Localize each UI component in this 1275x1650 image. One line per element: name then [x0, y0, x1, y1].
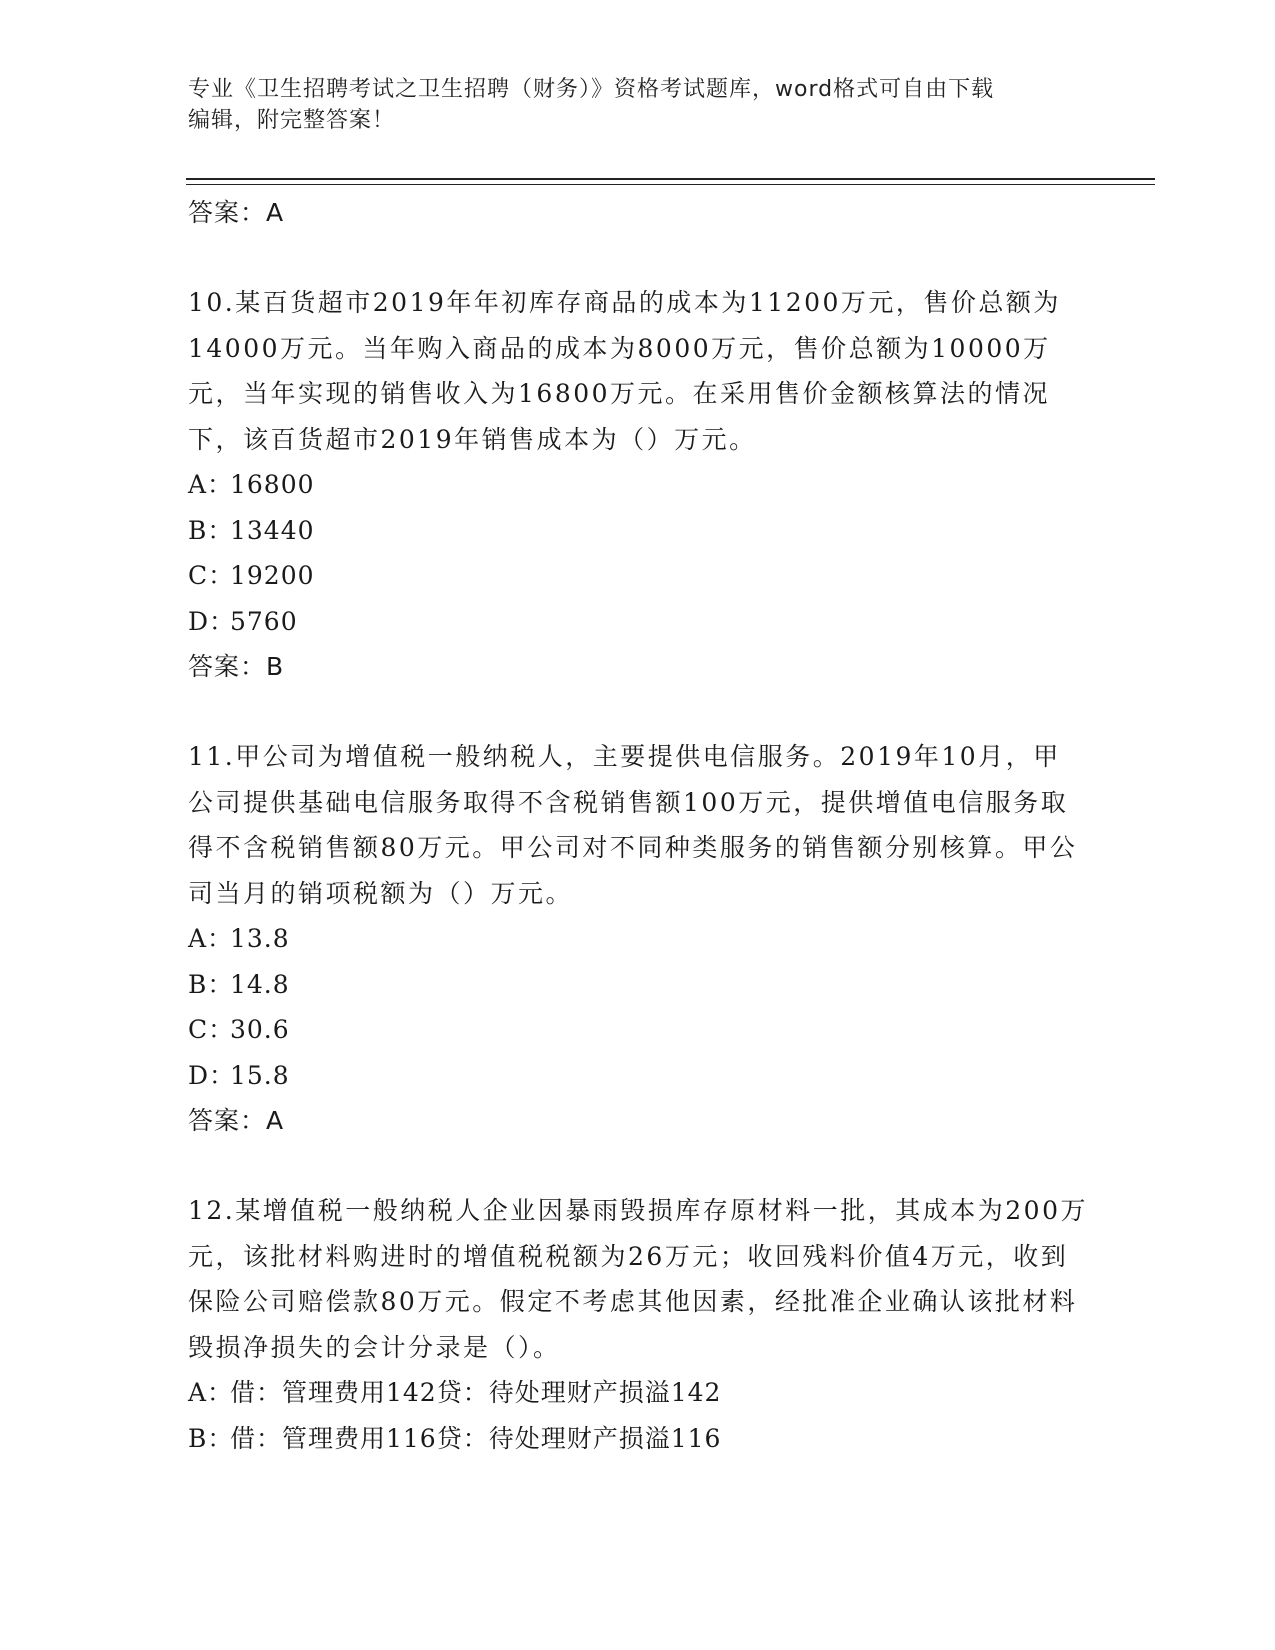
option-text: 5760 [230, 606, 298, 636]
option-text: 15.8 [230, 1060, 290, 1090]
question-stem: 10.某百货超市2019年年初库存商品的成本为11200万元，售价总额为14000万元。当年购入商品的成本为8000万元，售价总额为10000万元，当年实现的销售收入为16800万元。在采用售价金额核算法的情况下，该百货超市2019年销售成本为（）万元。 [188, 288, 1061, 454]
option-label: B： [188, 969, 234, 999]
option-a [188, 462, 1088, 508]
option-b [188, 508, 1088, 554]
question-list [188, 190, 1088, 1461]
question-block [188, 280, 1088, 689]
option-label: A： [188, 1378, 234, 1407]
option-b [188, 962, 1088, 1008]
option-text: 19200 [230, 561, 315, 590]
option-c [188, 1007, 1088, 1053]
answer-line: 答案：A [188, 1106, 285, 1135]
option-text: 30.6 [230, 1015, 290, 1044]
answer-line: 答案：A [188, 198, 285, 227]
option-text: 14.8 [230, 969, 290, 999]
question-stem: 12.某增值税一般纳税人企业因暴雨毁损库存原材料一批，其成本为200万元，该批材料购进时的增值税税额为26万元；收回残料价值4万元，收到保险公司赔偿款80万元。假定不考虑其他因素，经批准企业确认该批材料毁损净损失的会计分录是（）。 [188, 1196, 1088, 1362]
option-c [188, 553, 1088, 599]
option-text: 13440 [230, 515, 315, 545]
question-block [188, 734, 1088, 1143]
option-label: A： [188, 470, 234, 499]
option-a [188, 1370, 1088, 1416]
question-stem: 11.甲公司为增值税一般纳税人，主要提供电信服务。2019年10月，甲公司提供基础电信服务取得不含税销售额100万元，提供增值电信服务取得不含税销售额80万元。甲公司对不同种类服务的销售额分别核算。甲公司当月的销项税额为（）万元。 [188, 742, 1078, 908]
option-d [188, 599, 1088, 645]
header-line-1: 专业《卫生招聘考试之卫生招聘（财务）》资格考试题库，word格式可自由下载 [188, 77, 995, 102]
option-b [188, 1416, 1088, 1462]
header-divider-thin [186, 184, 1155, 185]
option-label: C： [188, 561, 235, 590]
option-text: 13.8 [230, 924, 290, 953]
option-label: A： [188, 924, 234, 953]
option-label: C： [188, 1015, 235, 1044]
option-text: 16800 [230, 470, 315, 499]
answer-line: 答案：B [188, 652, 285, 681]
option-text: 借：管理费用142贷：待处理财产损溢142 [230, 1378, 722, 1407]
option-label: D： [188, 1060, 236, 1090]
question-block [188, 1188, 1088, 1461]
option-d [188, 1053, 1088, 1099]
header-line-2: 编辑，附完整答案！ [188, 108, 396, 133]
option-label: D： [188, 606, 236, 636]
option-label: B： [188, 515, 234, 545]
option-a [188, 916, 1088, 962]
option-text: 借：管理费用116贷：待处理财产损溢116 [230, 1423, 722, 1453]
header-divider-thick [186, 178, 1155, 180]
option-label: B： [188, 1423, 234, 1453]
page-header [188, 74, 1068, 136]
